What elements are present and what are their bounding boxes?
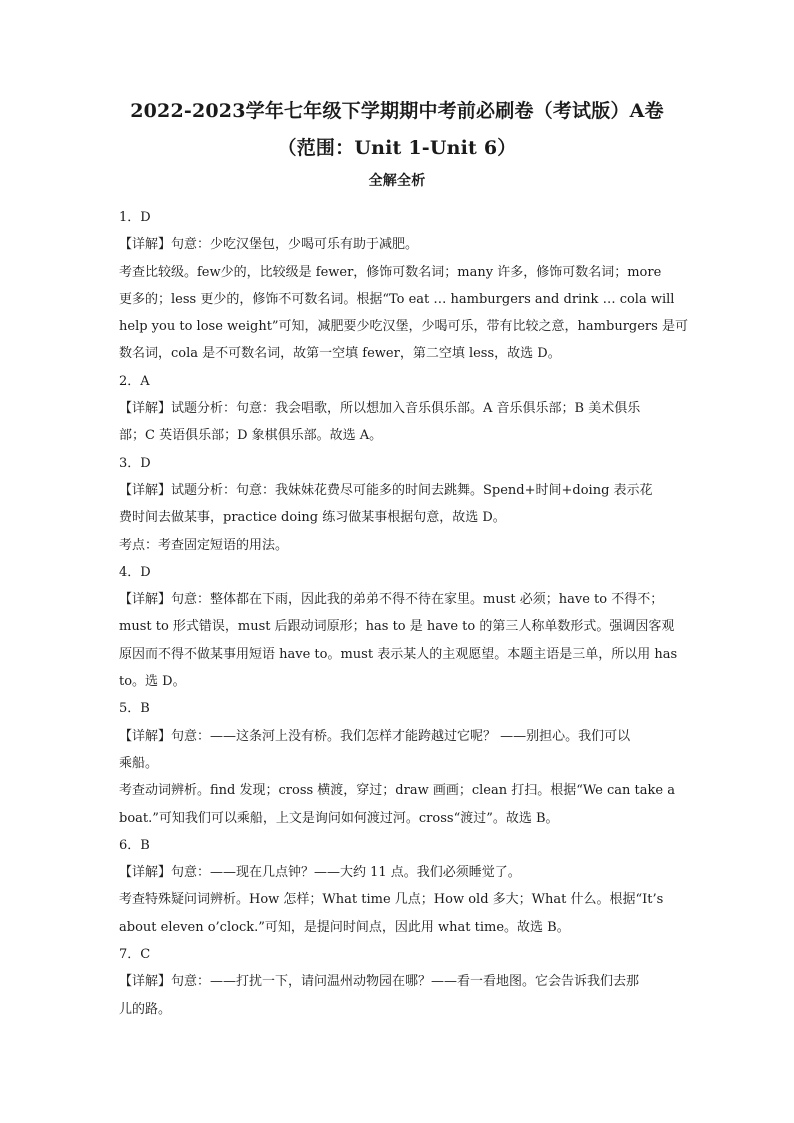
answer-line: 考点：考查固定短语的用法。 <box>119 537 289 553</box>
answer-line: 【详解】句意：——打扰一下，请问温州动物园在哪？——看一看地图。它会告诉我们去那 <box>119 974 640 990</box>
answer-line: 儿的路。 <box>119 1001 172 1017</box>
answer-line: 费时间去做某事，practice doing 练习做某事根据句意，故选 D。 <box>119 510 506 526</box>
answer-line: 乘船。 <box>119 755 159 771</box>
answer-line: 【详解】句意：少吃汉堡包，少喝可乐有助于减肥。 <box>119 237 419 253</box>
answer-number: 4．D <box>119 564 151 580</box>
answer-number: 3．D <box>119 455 151 471</box>
answer-line: 考查特殊疑问词辨析。How 怎样；What time 几点；How old 多大；What 什么。根据“It’s <box>119 892 664 908</box>
document-subtitle: 全解全析 <box>368 173 426 189</box>
answer-line: boat.”可知我们可以乘船，上文是询问如何渡过河。cross“渡过”。故选 B。 <box>119 810 559 826</box>
document-title: 2022-2023学年七年级下学期期中考前必刷卷（考试版）A卷 <box>130 100 664 122</box>
answer-line: 【详解】句意：整体都在下雨，因此我的弟弟不得不待在家里。must 必须；have to 不得不； <box>119 592 664 608</box>
answer-content <box>119 204 688 1023</box>
answer-number: 5．B <box>119 701 150 717</box>
answer-line: 【详解】试题分析：句意：我会唱歌，所以想加入音乐俱乐部。A 音乐俱乐部；B 美术俱乐 <box>119 401 641 417</box>
answer-line: to。选 D。 <box>119 674 186 690</box>
answer-number: 2．A <box>119 373 150 389</box>
answer-line: 考查比较级。few少的，比较级是 fewer，修饰可数名词；many 许多，修饰可数名词；more <box>119 264 662 280</box>
answer-line: about eleven o’clock.”可知，是提问时间点，因此用 what time。故选 B。 <box>119 919 570 935</box>
answer-line: must to 形式错误，must 后跟动词原形；has to 是 have to 的第三人称单数形式。强调因客观 <box>119 619 675 635</box>
answer-number: 1．D <box>119 210 151 225</box>
answer-line: 更多的；less 更少的，修饰不可数名词。根据“To eat … hamburgers and drink … cola will <box>119 291 675 307</box>
answer-number: 6．B <box>119 837 150 853</box>
answer-line: 部；C 英语俱乐部；D 象棋俱乐部。故选 A。 <box>119 428 383 444</box>
answer-line: 数名词，cola 是不可数名词，故第一空填 fewer，第二空填 less，故选 D。 <box>119 346 561 362</box>
answer-line: help you to lose weight”可知，减肥要少吃汉堡，少喝可乐，带有比较之意，hamburgers 是可 <box>119 319 688 335</box>
answer-line: 【详解】句意：——现在几点钟？——大约 11 点。我们必须睡觉了。 <box>119 865 521 881</box>
answer-line: 原因而不得不做某事用短语 have to。must 表示某人的主观愿望。本题主语是三单，所以用 has <box>119 646 678 662</box>
document-range: （范围：Unit 1-Unit 6） <box>277 137 517 159</box>
answer-line: 【详解】句意：——这条河上没有桥。我们怎样才能跨越过它呢？ ——别担心。我们可以 <box>119 728 631 744</box>
answer-line: 【详解】试题分析：句意：我妹妹花费尽可能多的时间去跳舞。Spend+时间+doing 表示花 <box>119 482 653 498</box>
answer-number: 7．C <box>119 947 151 963</box>
answer-line: 考查动词辨析。find 发现；cross 横渡，穿过；draw 画画；clean 打扫。根据“We can take a <box>119 783 675 799</box>
